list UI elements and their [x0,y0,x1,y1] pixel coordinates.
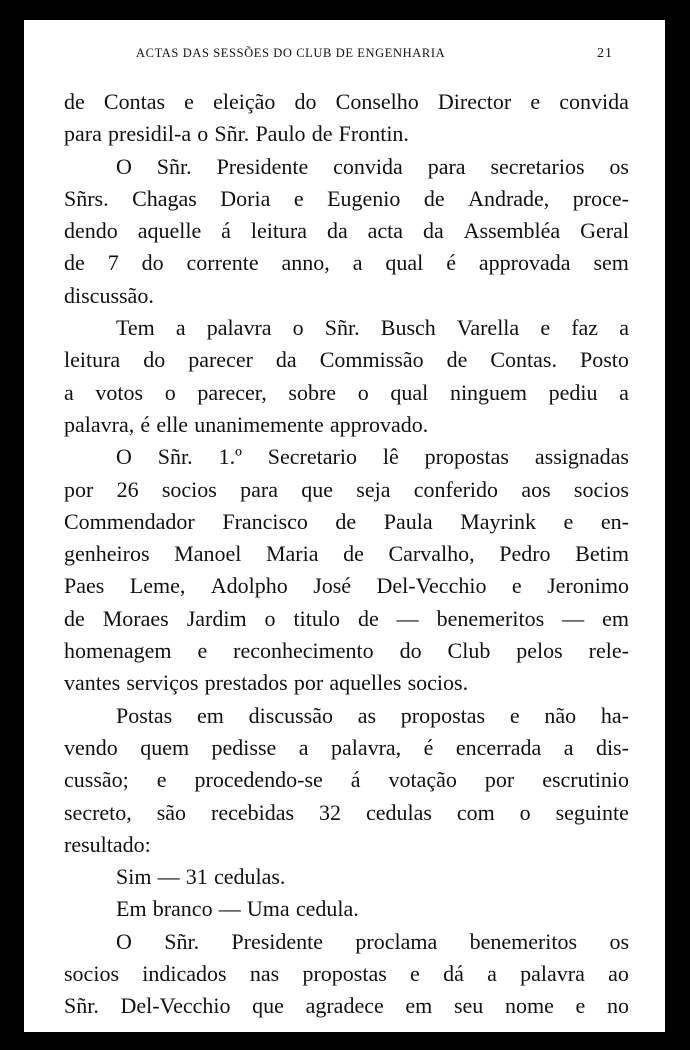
text-line: leitura do parecer da Commissão de Contas. Posto [64,347,629,373]
text-line: para presidil-a o Sñr. Paulo de Frontin. [64,121,409,147]
text-line: Commendador Francisco de Paula Mayrink e en- [64,508,629,534]
page-number: 21 [597,46,613,61]
text-line: O Sñr. Presidente proclama benemeritos os [116,928,629,954]
text-line: O Sñr. Presidente convida para secretarios os [116,153,629,179]
body-text [64,86,629,1023]
text-line: de Contas e eleição do Conselho Director e convida [64,89,629,114]
book-page [24,20,665,1032]
text-line: de 7 do corrente anno, a qual é approvada sem [64,250,629,276]
text-line: vendo quem pedisse a palavra, é encerrada a dis- [64,734,629,760]
text-line: Sñr. Del-Vecchio que agradece em seu nome e no [64,993,629,1019]
text-line: Tem a palavra o Sñr. Busch Varella e faz a [116,315,629,341]
text-line: Postas em discussão as propostas e não ha- [116,702,629,728]
text-line: palavra, é elle unanimemente approvado. [64,411,429,437]
text-line: Sim — 31 cedulas. [116,864,286,890]
text-line: de Moraes Jardim o titulo de — benemeritos — em [64,605,629,631]
text-line: dendo aquelle á leitura da acta da Assembléa Geral [64,218,629,244]
text-line: resultado: [64,831,151,857]
text-line: a votos o parecer, sobre o qual ninguem pediu a [64,379,629,405]
text-line: Paes Leme, Adolpho José Del-Vecchio e Jeronimo [64,573,629,599]
text-line: Em branco — Uma cedula. [116,896,359,922]
running-header [24,46,665,68]
text-line: genheiros Manoel Maria de Carvalho, Pedro Betim [64,541,629,567]
text-line: socios indicados nas propostas e dá a palavra ao [64,961,629,987]
text-line: homenagem e reconhecimento do Club pelos rele- [64,638,629,664]
text-line: Sñrs. Chagas Doria e Eugenio de Andrade, proce- [64,185,629,211]
text-line: por 26 socios para que seja conferido aos socios [64,476,629,502]
running-title: ACTAS DAS SESSÕES DO CLUB DE ENGENHARIA [136,46,446,60]
text-line: secreto, são recebidas 32 cedulas com o seguinte [64,799,629,825]
text-line: O Sñr. 1.º Secretario lê propostas assignadas [116,444,629,470]
text-line: vantes serviços prestados por aquelles socios. [64,670,469,696]
text-line: cussão; e procedendo-se á votação por escrutinio [64,767,629,793]
text-line: discussão. [64,282,154,308]
